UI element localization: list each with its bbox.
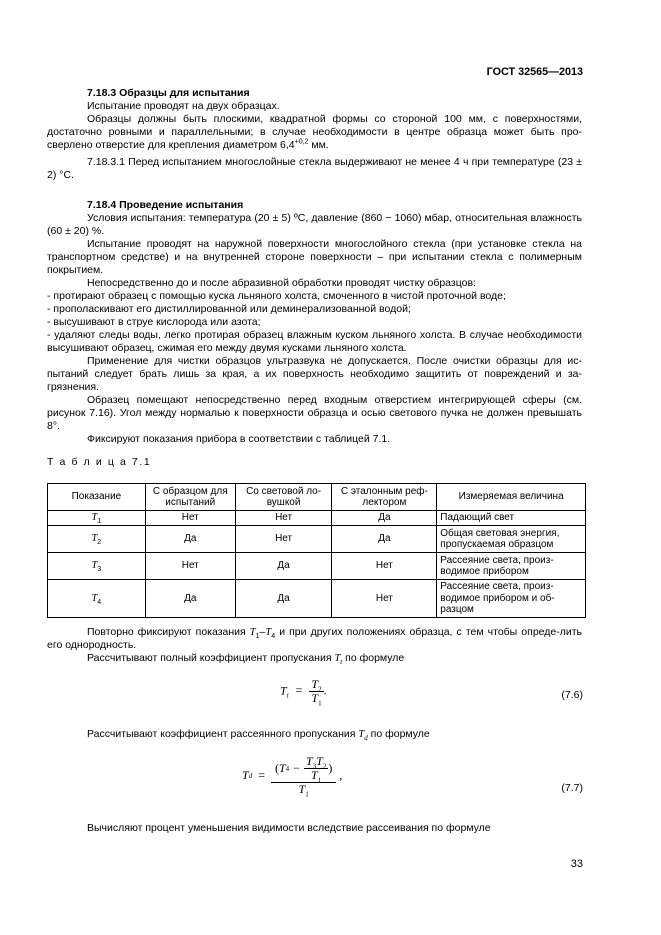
table-cell: Нет <box>332 580 437 618</box>
paragraph: Испытание проводят на наружной поверхности многослойного стекла (при установке стекла на транспортном средстве) и на внутренней стороне поверхности – при испытании стекла с полимерным покрытием. <box>47 238 582 276</box>
list-item: - высушивают в струе кислорода или азота; <box>47 316 261 328</box>
table-cell: Общая световая энергия, пропускаемая образцом <box>437 526 586 553</box>
inner-fraction <box>304 754 328 785</box>
formula-symbol: T <box>242 768 249 782</box>
table-cell: Нет <box>235 511 332 526</box>
equals-sign: = <box>295 683 303 698</box>
symbol-subscript: 2 <box>97 539 102 547</box>
symbol-subscript: 1 <box>255 633 260 641</box>
formula-subscript: 1 <box>318 699 322 708</box>
section-title: 7.18.3 Образцы для испытания <box>87 87 250 99</box>
formula-subscript: 1 <box>305 790 309 799</box>
reading-symbol <box>48 526 146 553</box>
tolerance-superscript: +0,2 <box>294 138 309 146</box>
table-cell: Нет <box>145 553 235 580</box>
symbol-t: T <box>91 533 98 545</box>
formula-subscript: 3 <box>312 762 317 771</box>
paragraph: Вычисляют процент уменьшения видимости вследствие рассеивания по формуле <box>87 822 491 834</box>
list-item: - удаляют следы воды, легко протирая образец влажным куском льняного холста. В случае необходимости высушивают образец, сжимая его между двумя кусками льняного холста. <box>47 329 582 354</box>
table-row <box>48 580 586 618</box>
inner-denominator <box>309 768 323 785</box>
punctuation: , <box>339 768 343 782</box>
paragraph <box>87 728 582 741</box>
table-row <box>48 511 586 526</box>
table-cell: Да <box>332 526 437 553</box>
paragraph: Условия испытания: температура (20 ± 5) ºС, давление (860 − 1060) мбар, относительная влажность (60 ± 20) %. <box>47 212 582 237</box>
table-cell: Падающий свет <box>437 511 586 526</box>
paragraph-text: Образцы должны быть плоскими, квадратной формы со стороной 100 мм, с поверхностями, достаточно ровными и параллельными; в случае необходимости в центре образца может быть про-сверлено отверстие для крепления диаметром 6,4 <box>47 113 582 151</box>
paragraph <box>47 113 582 152</box>
symbol-subscript: 4 <box>271 633 276 641</box>
paragraph-text: Рассчитывают полный коэффициент пропускания <box>87 652 335 664</box>
paragraph: 7.18.3.1 Перед испытанием многослойные стекла выдерживают не менее 4 ч при температуре (23 ± 2) °С. <box>47 156 582 181</box>
numerator <box>309 678 323 692</box>
paren: ( <box>274 761 279 775</box>
symbol-t: T <box>358 729 365 740</box>
denominator <box>309 691 323 708</box>
table-caption: Т а б л и ц а 7.1 <box>47 456 152 468</box>
formula-symbol: T <box>278 761 286 775</box>
formula-subscript: 2 <box>318 685 322 694</box>
section-7-18-3 <box>47 87 582 182</box>
table-row <box>48 553 586 580</box>
section-title: 7.18.4 Проведение испытания <box>87 199 244 211</box>
formula-7-6 <box>280 677 327 708</box>
section-7-18-4 <box>47 199 582 446</box>
paragraph: Применение для чистки образцов ультразвука не допускается. После очистки образцы для ис-пытаний следует брать лишь за края, а их поверхность необходимо защитить от повреждений и за-грязнения. <box>47 355 582 393</box>
table-header-row <box>48 484 586 511</box>
paragraph-block <box>87 728 582 741</box>
formula-symbol: T <box>311 691 319 705</box>
table-cell: Да <box>235 580 332 618</box>
dash: – <box>259 626 266 638</box>
paren: ) <box>328 761 333 775</box>
table-row <box>48 526 586 553</box>
paragraph-text: мм. <box>308 139 329 151</box>
formula-subscript: 1 <box>317 776 322 785</box>
reading-symbol <box>48 553 146 580</box>
table-cell: Да <box>145 526 235 553</box>
table-7-1 <box>47 483 586 618</box>
punctuation: . <box>323 683 327 698</box>
symbol-subscript: 1 <box>97 518 102 526</box>
table-cell: Нет <box>235 526 332 553</box>
table-cell: Нет <box>332 553 437 580</box>
outer-denominator <box>297 782 311 799</box>
document-code: ГОСТ 32565—2013 <box>486 66 583 78</box>
column-header: Измеряемая величина <box>437 484 586 511</box>
paragraph-text: по формуле <box>342 652 405 664</box>
formula-symbol: T <box>316 754 323 768</box>
equation-number: (7.7) <box>561 782 583 794</box>
table-cell: Да <box>145 580 235 618</box>
column-header: Со световой ло-вушкой <box>235 484 332 511</box>
table-cell: Да <box>332 511 437 526</box>
paragraph: Фиксируют показания прибора в соответствии с таблицей 7.1. <box>87 433 391 445</box>
table-cell: Рассеяние света, произ-водимое прибором и об-разцом <box>437 580 586 618</box>
column-header: С образцом для испытаний <box>145 484 235 511</box>
symbol-subscript: d <box>364 734 368 743</box>
symbol-subscript: 4 <box>97 598 102 606</box>
after-table-text <box>47 626 582 667</box>
reading-symbol <box>48 580 146 618</box>
symbol-t: T <box>334 653 341 664</box>
symbol-t: T <box>91 512 98 524</box>
paragraph-text: Повторно фиксируют показания <box>87 626 250 638</box>
formula-symbol: T <box>311 768 318 782</box>
paragraph <box>47 626 582 652</box>
page-number: 33 <box>570 858 583 870</box>
paragraph: Образец помещают непосредственно перед входным отверстием интегрирующей сферы (см. рисунок 7.16). Угол между нормалью к поверхности образца и осью светового пучка не должен превышать 8°. <box>47 394 582 432</box>
table-cell: Рассеяние света, произ-водимое прибором <box>437 553 586 580</box>
paragraph-text: и при других положениях образца, с тем чтобы опреде-лить его однородность. <box>47 626 582 651</box>
formula-subscript: 2 <box>322 762 327 771</box>
outer-fraction <box>271 754 336 799</box>
outer-numerator: ( T 4 − $\frac{T_3T_2}{T_1}$ ) <box>271 755 336 783</box>
symbol-t: T <box>91 560 98 572</box>
symbol-t: T <box>265 627 272 638</box>
equals-sign: = <box>258 768 265 782</box>
table-cell: Да <box>235 553 332 580</box>
list-item: - прополаскивают его дистиллированной или деминерализованной водой; <box>47 303 411 315</box>
paragraph: Испытание проводят на двух образцах. <box>87 100 280 112</box>
reading-symbol <box>48 511 146 526</box>
table-cell: Нет <box>145 511 235 526</box>
minus-sign: − <box>293 761 300 775</box>
column-header: С эталонным реф-лектором <box>332 484 437 511</box>
formula-symbol: T <box>311 677 319 691</box>
formula-symbol: T <box>305 754 313 768</box>
formula-7-7: T d = ( T 4 − $\frac{T_3T_2}{T_1}$ ) $T_1$ , <box>242 754 343 799</box>
fraction <box>309 677 323 708</box>
column-header: Показание <box>48 484 146 511</box>
formula-symbol: T <box>280 683 287 698</box>
symbol-subscript: 3 <box>97 566 102 574</box>
formula-symbol: T <box>298 782 306 796</box>
inner-numerator <box>304 755 328 769</box>
symbol-subscript: t <box>340 658 343 667</box>
paragraph-text: Рассчитывают коэффициент рассеянного пропускания <box>87 728 359 740</box>
formula-subscript: t <box>286 691 289 700</box>
paragraph <box>87 652 582 665</box>
paragraph: Непосредственно до и после абразивной обработки проводят чистку образцов: <box>87 277 476 289</box>
paragraph-block <box>87 822 582 835</box>
list-item: - протирают образец с помощью куска льняного холста, смоченного в чистой проточной воде; <box>47 290 506 302</box>
equation-number: (7.6) <box>561 689 583 701</box>
symbol-t: T <box>249 627 256 638</box>
paragraph-text: по формуле <box>367 728 430 740</box>
symbol-t: T <box>91 592 98 604</box>
